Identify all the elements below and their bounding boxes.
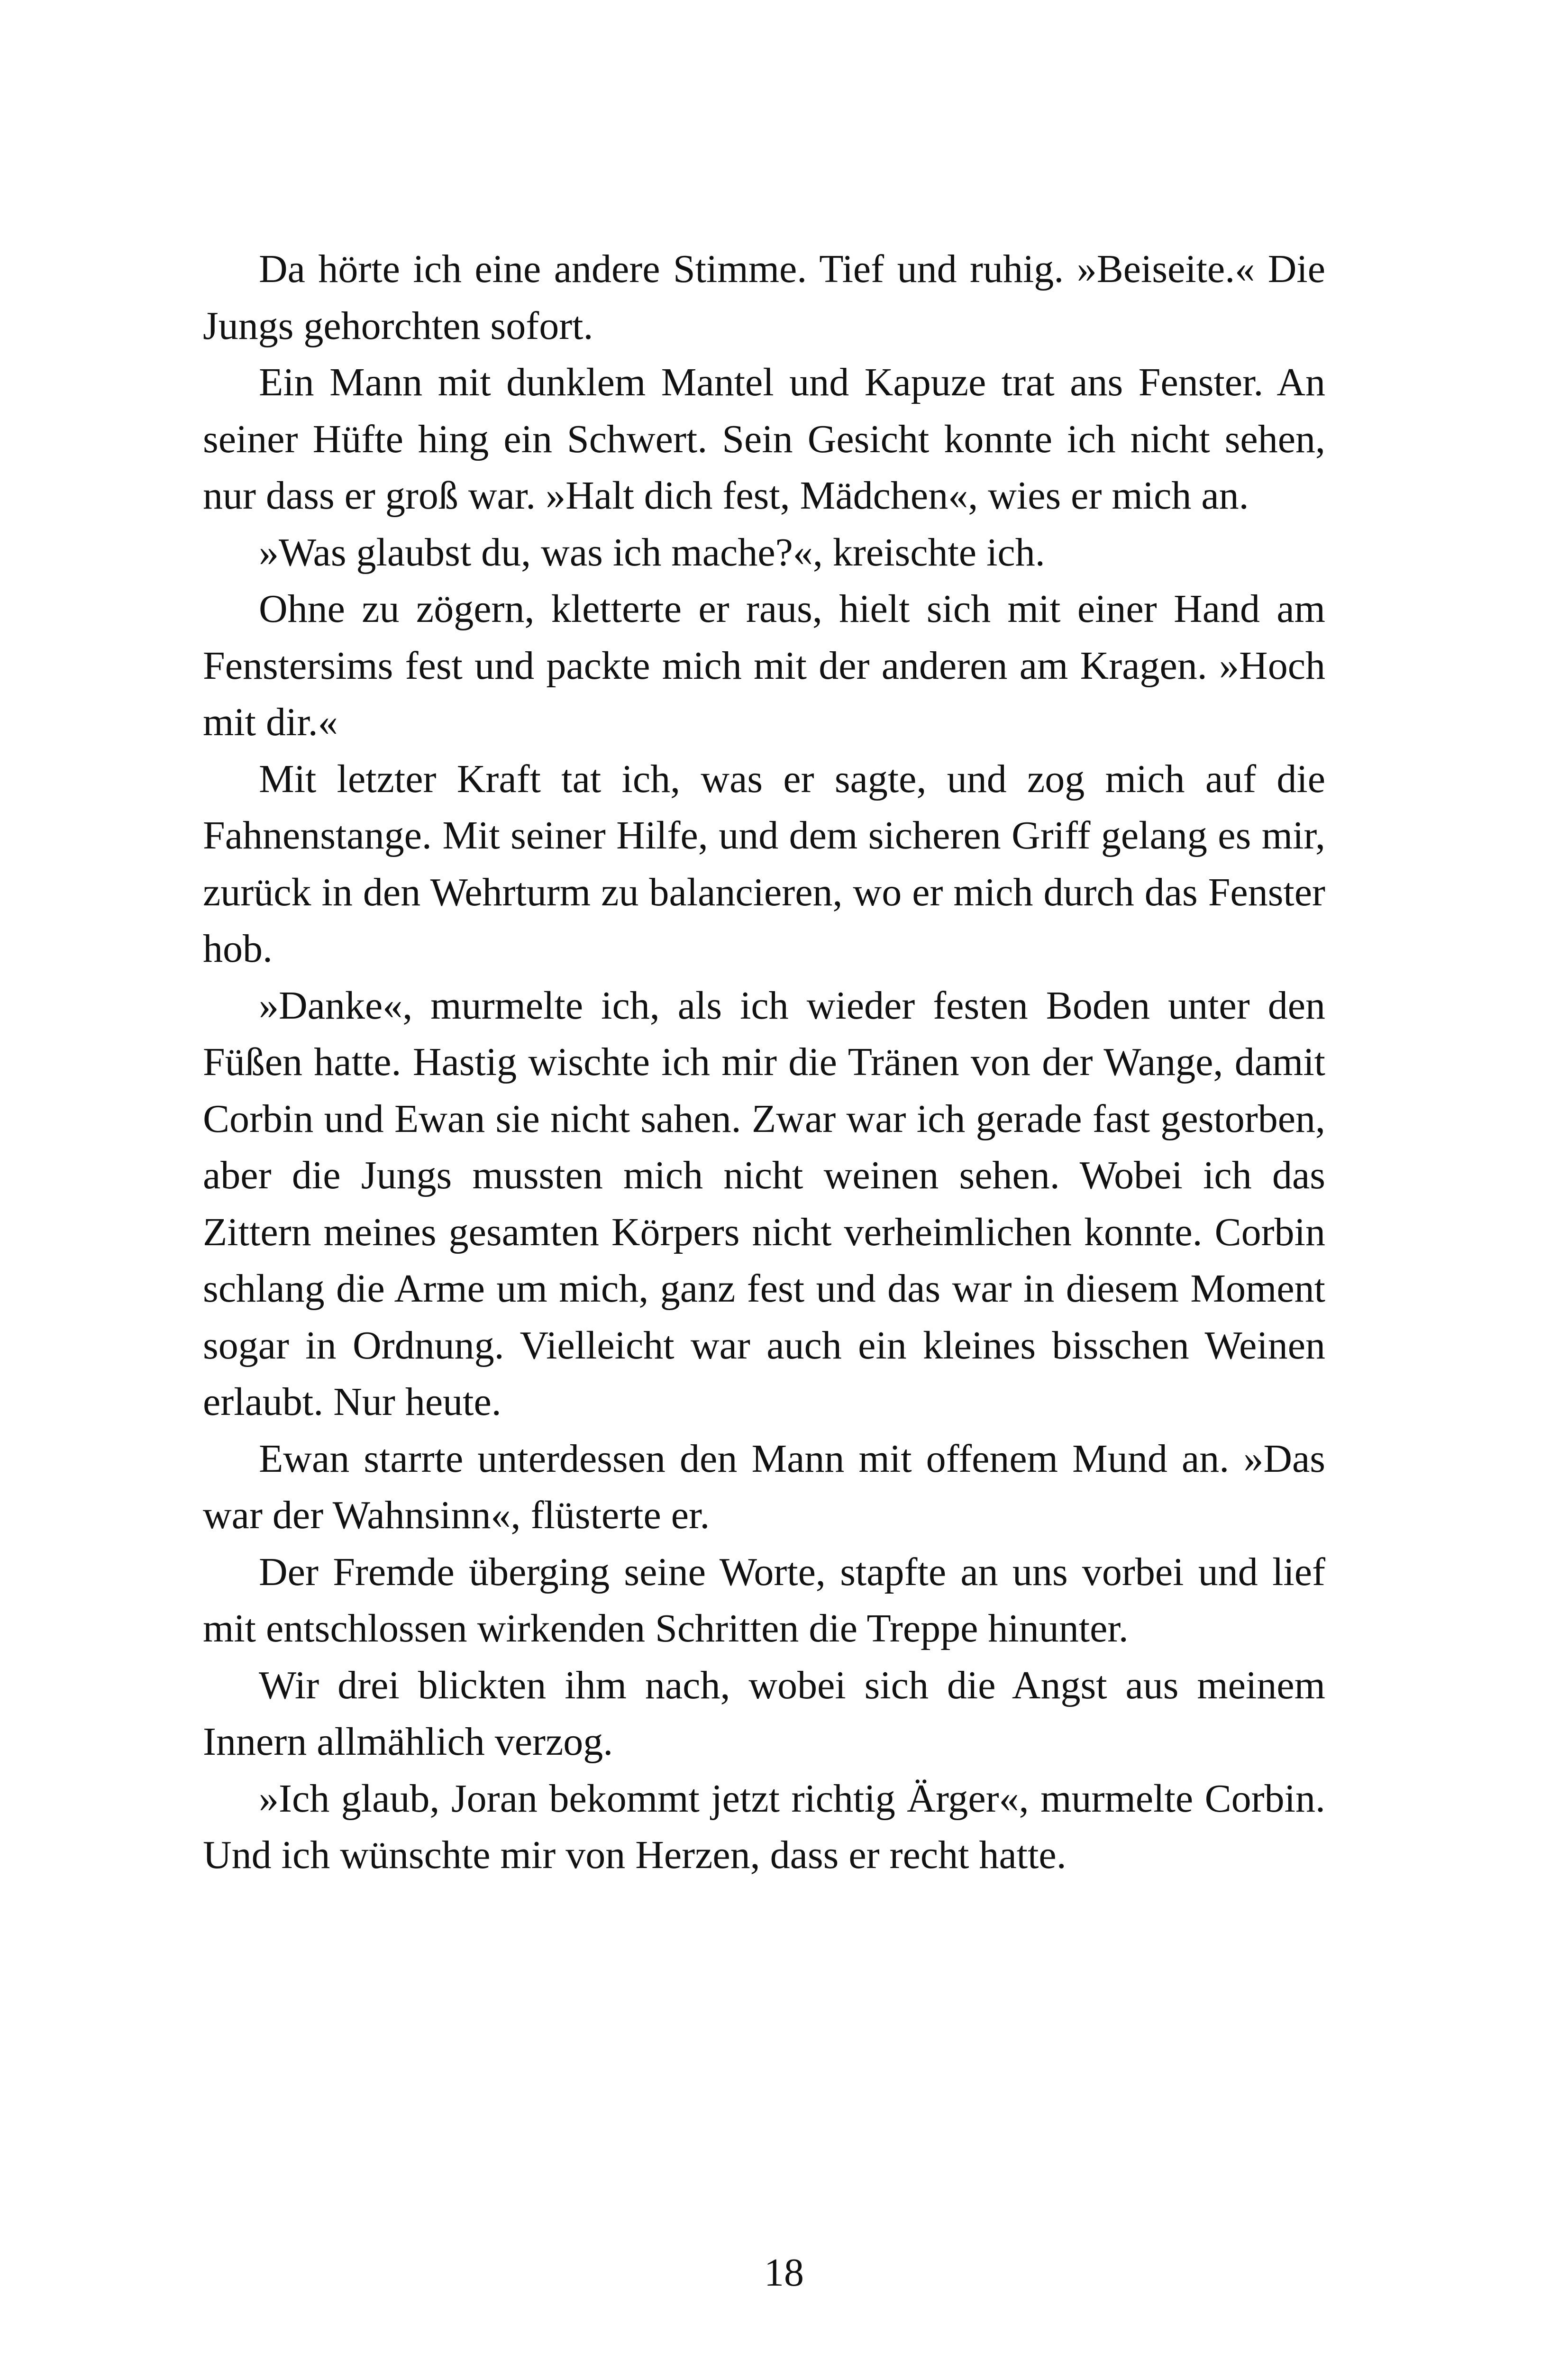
paragraph: Ewan starrte unterdessen den Mann mit offenem Mund an. »Das war der Wahnsinn«, flüsterte er. <box>203 1436 1325 1537</box>
paragraph: Ohne zu zögern, kletterte er raus, hielt sich mit einer Hand am Fenstersims fest und packte mich mit der anderen am Kragen. »Hoch mit dir.« <box>203 587 1325 744</box>
paragraph: Mit letzter Kraft tat ich, was er sagte, und zog mich auf die Fahnenstange. Mit seiner Hilfe, und dem sicheren Griff gelang es mir, zurück in den Wehrturm zu balancieren, wo er mich durch das Fenster hob. <box>203 757 1325 971</box>
paragraph: Der Fremde überging seine Worte, stapfte an uns vorbei und lief mit entschlossen wirkenden Schritten die Treppe hinunter. <box>203 1550 1325 1650</box>
paragraph: »Danke«, murmelte ich, als ich wieder festen Boden unter den Füßen hatte. Hastig wischte ich mir die Tränen von der Wange, damit Corbin und Ewan sie nicht sahen. Zwar war ich gerade fast gestorben, aber die Jungs mussten mich nicht weinen sehen. Wobei ich das Zittern meines gesamten Körpers nicht verheimlichen konnte. Corbin schlang die Arme um mich, ganz fest und das war in diesem Moment sogar in Ordnung. Vielleicht war auch ein kleines bisschen Weinen erlaubt. Nur heute. <box>203 983 1325 1424</box>
paragraph: »Ich glaub, Joran bekommt jetzt richtig Ärger«, murmelte Corbin. Und ich wünschte mir von Herzen, dass er recht hatte. <box>203 1776 1325 1877</box>
body-text <box>203 241 1325 1884</box>
paragraph: Ein Mann mit dunklem Mantel und Kapuze trat ans Fenster. An seiner Hüfte hing ein Schwert. Sein Gesicht konnte ich nicht sehen, nur dass er groß war. »Halt dich fest, Mädchen«, wies er mich an. <box>203 360 1325 518</box>
paragraph: »Was glaubst du, was ich mache?«, kreischte ich. <box>259 530 1045 574</box>
paragraph: Da hörte ich eine andere Stimme. Tief und ruhig. »Beiseite.« Die Jungs gehorchten sofort. <box>203 247 1325 348</box>
paragraph: Wir drei blickten ihm nach, wobei sich die Angst aus meinem Innern allmählich verzog. <box>203 1663 1325 1764</box>
page-number: 18 <box>764 2251 804 2295</box>
